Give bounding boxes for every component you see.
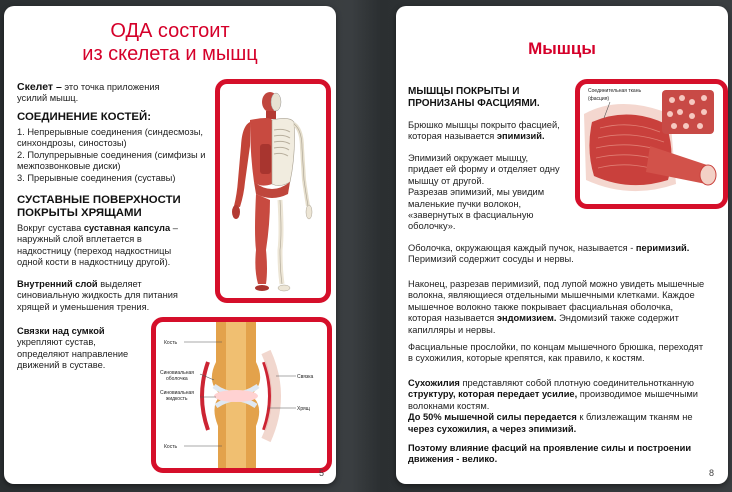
text: Разрезав эпимизий, мы увидим — [408, 187, 545, 198]
text-bold: До 50% мышечной силы передается — [408, 412, 577, 423]
text: оболочку». — [408, 221, 456, 232]
text: усилий мышц. — [17, 93, 79, 104]
text-bold: движения - велико. — [408, 454, 498, 465]
knee-label-synovial-fluid: Синовиальная — [160, 390, 194, 396]
text: Эндомизий также содержит — [556, 313, 679, 324]
text-bold: структуру, которая передает усилие, — [408, 389, 578, 400]
bones-section — [17, 111, 222, 184]
ligaments-paragraph — [17, 326, 147, 372]
muscle-figure-frame — [575, 79, 728, 209]
epimysium-term: эпимизий. — [496, 131, 545, 142]
text: надкостницу (переход надкостницы — [17, 245, 172, 256]
knee-label-ligament: Связка — [297, 374, 314, 380]
text: Фасциальные прослойки, по концам мышечного брюшка, переходят — [408, 342, 704, 352]
text: представляют собой плотную соединительнотканную — [459, 378, 694, 388]
text: движений в суставе. — [17, 360, 106, 371]
section-heading: ПРОНИЗАНЫ ФАСЦИЯМИ. — [408, 98, 540, 109]
text: Наконец, разрезав перимизий, под лупой можно увидеть мышечные — [408, 279, 705, 289]
text: Вокруг сустава — [17, 223, 84, 233]
knee-label-synovial-membrane: Синовиальная — [160, 370, 194, 376]
text: волокна, являющиеся отдельными мышечными клетками. Каждое — [408, 290, 695, 301]
text: выделяет — [97, 279, 142, 289]
inner-layer-paragraph — [17, 279, 217, 313]
right-page — [396, 6, 728, 484]
fascia-heading — [408, 86, 578, 110]
list-item: 1. Непрерывные соединения (синдесмозы, — [17, 127, 204, 137]
page-number: 8 — [709, 468, 715, 478]
knee-joint-figure-frame — [151, 317, 332, 473]
text: придает ей форму и отделяет одну — [408, 164, 560, 175]
muscle-label-fascia: (фасция) — [588, 96, 610, 102]
knee-label-cartilage: Хрящ — [297, 406, 310, 412]
knee-label-bone-bottom: Кость — [164, 444, 178, 450]
inner-layer-term: Внутренний слой — [17, 279, 98, 289]
anatomy-figure — [220, 84, 326, 298]
page-number: 5 — [319, 468, 325, 478]
list-item: синхондрозы, синостозы) — [17, 138, 127, 149]
list-item: межпозвонковые диски) — [17, 161, 121, 172]
conclusion-paragraph — [408, 443, 723, 466]
text: производимое мышечными — [577, 389, 698, 400]
text: которая называется — [408, 131, 497, 142]
muscle-label-connective-tissue: Соединительная ткань — [588, 88, 642, 94]
text: Брюшко мышцы покрыто фасцией, — [408, 120, 560, 130]
knee-label-synovial-membrane-2: оболочка — [166, 376, 188, 382]
text: мышцу от другой. — [408, 175, 485, 186]
text: одной кости в надкостницу другой). — [17, 257, 171, 268]
page-title: Мышцы — [528, 39, 596, 58]
perimysium-paragraph — [408, 243, 718, 266]
text: мышечное волокно также покрывает фасциальная оболочка, — [408, 301, 674, 312]
text: капилляры и нервы. — [408, 324, 496, 335]
text: к близлежащим тканям не — [576, 412, 693, 423]
text: Оболочка, окружающая каждый пучок, называется - — [408, 243, 636, 253]
text: которая называется — [408, 313, 497, 324]
left-page — [4, 6, 336, 484]
text: «завернутых в фасциальную — [408, 210, 534, 221]
text: укрепляют сустав, — [17, 337, 96, 348]
muscle-figure — [580, 84, 723, 204]
tendons-paragraph — [408, 378, 723, 435]
text: Перимизий содержит сосуды и нервы. — [408, 254, 574, 265]
text-bold: Поэтому влияние фасций на проявление силы и построении — [408, 443, 692, 453]
text: – — [170, 223, 178, 233]
section-heading: ПОКРЫТЫ ХРЯЩАМИ — [17, 207, 142, 219]
list-item: 2. Полупрерывные соединения (симфизы и — [17, 149, 206, 160]
knee-label-synovial-fluid-2: жидкость — [166, 396, 188, 402]
text-bold: через сухожилия, а через эпимизий. — [408, 423, 577, 434]
text: маленькие пучки волокон, — [408, 198, 522, 209]
list-item: 3. Прерывные соединения (суставы) — [17, 172, 176, 183]
anatomy-figure-frame — [215, 79, 331, 303]
title-line: из скелета и мышц — [82, 43, 258, 65]
page-title — [4, 20, 336, 66]
text: волокнами костям. — [408, 400, 490, 411]
text: это точка приложения — [61, 82, 160, 92]
tendon-transition-paragraph — [408, 342, 723, 365]
text: хрящей и уменьшения трения. — [17, 301, 150, 312]
text: синовиальную жидкость для питания — [17, 290, 178, 301]
epimysium-paragraph — [408, 120, 583, 143]
tendons-term: Сухожилия — [408, 378, 460, 388]
ligaments-term: Связки над сумкой — [17, 326, 105, 336]
text: Эпимизий окружает мышцу, — [408, 153, 529, 163]
endomysium-term: эндомизием. — [496, 313, 557, 324]
skeleton-definition — [17, 82, 217, 105]
knee-label-bone-top: Кость — [164, 340, 178, 346]
skeleton-term: Скелет – — [17, 81, 62, 93]
section-heading: МЫШЦЫ ПОКРЫТЫ И — [408, 86, 520, 97]
knee-joint-figure — [156, 322, 327, 468]
text: в сухожилия, которые крепятся, как правило, к костям. — [408, 353, 645, 364]
epimysium-detail-paragraph — [408, 153, 583, 233]
endomysium-paragraph — [408, 279, 723, 336]
perimysium-term: перимизий. — [635, 243, 690, 253]
text: определяют направление — [17, 348, 129, 359]
section-heading: СОЕДИНЕНИЕ КОСТЕЙ: — [17, 111, 151, 123]
title-line: ОДА состоит — [110, 20, 230, 42]
surfaces-section — [17, 194, 217, 269]
capsule-term: суставная капсула — [83, 223, 171, 233]
text: наружный слой вплетается в — [17, 234, 142, 245]
section-heading: СУСТАВНЫЕ ПОВЕРХНОСТИ — [17, 194, 181, 206]
